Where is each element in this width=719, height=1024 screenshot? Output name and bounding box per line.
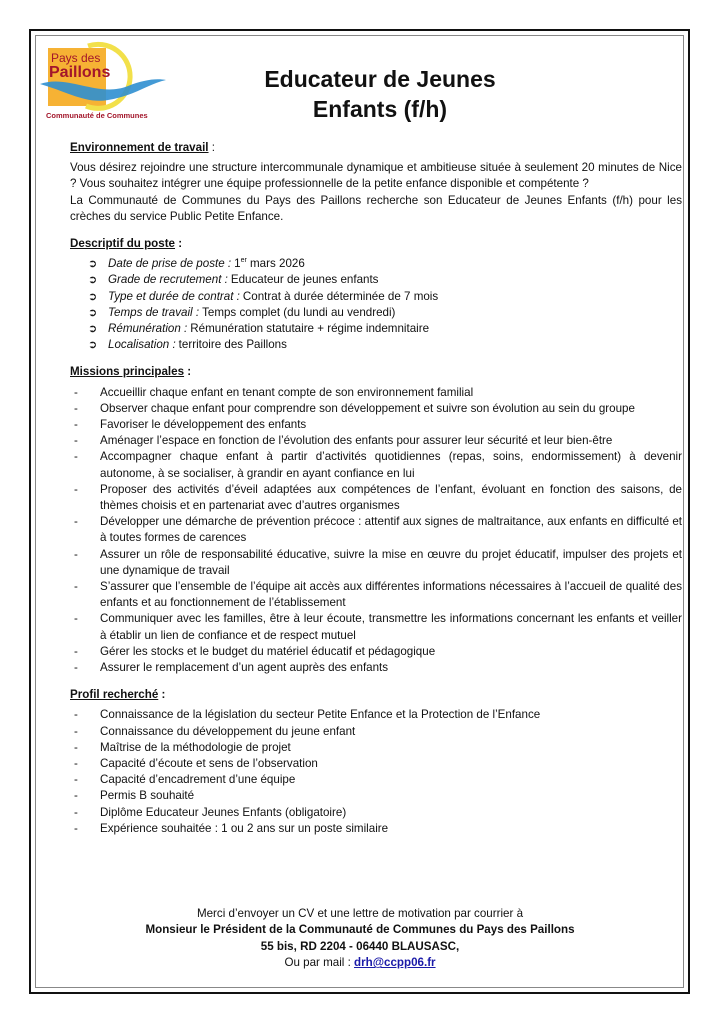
profil-item [70, 821, 682, 837]
profil-text: Capacité d’encadrement d’une équipe [100, 773, 296, 787]
item-superscript: er [240, 257, 247, 265]
profil-list [70, 707, 682, 837]
profil-text: Permis B souhaité [100, 789, 195, 803]
footer-mail-line [80, 955, 640, 971]
profil-item [70, 724, 682, 740]
logo-pays-des-paillons [38, 40, 168, 122]
mission-item [70, 514, 682, 546]
heading-text: Profil recherché [70, 688, 159, 702]
dash-bullet-icon: - [74, 789, 78, 803]
item-label: Grade de recrutement : [108, 273, 228, 287]
item-label: Date de prise de poste : [108, 257, 232, 271]
missions-list [70, 385, 682, 677]
title-line-2: Enfants (f/h) [312, 96, 448, 122]
dash-bullet-icon: - [74, 724, 78, 738]
mission-text: Assurer un rôle de responsabilité éducative, suivre la mise en œuvre du projet éducatif, impulser des projets et une dynamique de travail [100, 547, 682, 577]
mission-text: Gérer les stocks et le budget du matériel éducatif et pédagogique [100, 644, 436, 658]
item-value: Contrat à durée déterminée de 7 mois [242, 289, 439, 303]
mission-text: Accompagner chaque enfant à partir d’activités quotidiennes (repas, soins, endormissement) à devenir autonome, à se socialiser, à grandir en ayant confiance en lui [100, 450, 682, 480]
arrow-bullet-icon: ➲ [88, 290, 98, 303]
logo-subtitle: Communauté de Communes [46, 111, 148, 120]
profil-text: Connaissance de la législation du secteur Petite Enfance et la Protection de l’Enfance [100, 708, 541, 722]
dash-bullet-icon: - [74, 547, 78, 561]
arrow-bullet-icon: ➲ [88, 258, 98, 271]
title-line-1: Educateur de Jeunes [264, 66, 496, 92]
profil-item [70, 707, 682, 723]
mission-item [70, 385, 682, 401]
arrow-bullet-icon: ➲ [88, 306, 98, 319]
dash-bullet-icon: - [74, 612, 78, 626]
descriptif-item [88, 272, 682, 288]
dash-bullet-icon: - [74, 515, 78, 529]
dash-bullet-icon: - [74, 417, 78, 431]
heading-colon: : [208, 141, 215, 154]
dash-bullet-icon: - [74, 757, 78, 771]
dash-bullet-icon: - [74, 773, 78, 787]
mission-item [70, 433, 682, 449]
dash-bullet-icon: - [74, 385, 78, 399]
mission-text: S’assurer que l’ensemble de l’équipe ait accès aux différentes informations nécessaires à l’accueil de qualité des enfants et au fonctionnement de l’établissement [100, 579, 682, 610]
dash-bullet-icon: - [74, 708, 78, 722]
mission-item [70, 401, 682, 417]
mission-text: Accueillir chaque enfant en tenant compte de son environnement familial [100, 385, 474, 399]
mission-item [70, 579, 682, 611]
heading-text: Descriptif du poste [70, 237, 176, 251]
application-instructions [80, 906, 640, 972]
mission-text: Favoriser le développement des enfants [100, 417, 307, 431]
dash-bullet-icon: - [74, 579, 78, 593]
mission-text: Proposer des activités d’éveil adaptées aux compétences de l’enfant, évoluant en fonction des saisons, de thèmes choisis et en partenariat avec d’autres organismes [100, 482, 682, 512]
section-heading-descriptif [70, 236, 682, 252]
profil-item [70, 805, 682, 821]
mission-item [70, 449, 682, 481]
heading-colon: : [175, 237, 183, 251]
profil-item [70, 788, 682, 804]
mission-item [70, 644, 682, 660]
section-heading-missions [70, 364, 682, 380]
arrow-bullet-icon: ➲ [88, 274, 98, 287]
mission-item [70, 660, 682, 676]
section-heading-environnement [70, 140, 682, 156]
dash-bullet-icon: - [74, 482, 78, 496]
section-heading-profil [70, 687, 682, 703]
item-label: Rémunération : [108, 321, 188, 335]
item-value: 1 [234, 257, 241, 271]
item-value: mars 2026 [246, 257, 305, 271]
environnement-paragraph-2: La Communauté de Communes du Pays des Paillons recherche son Educateur de Jeunes Enfants (f/h) pour les crèches du service Public Petite Enfance. [70, 193, 682, 223]
mission-text: Assurer le remplacement d’un agent auprès des enfants [100, 661, 389, 674]
mission-text: Aménager l’espace en fonction de l’évolution des enfants pour assurer leur sécurité et leur bien-être [100, 434, 613, 448]
profil-text: Expérience souhaitée : 1 ou 2 ans sur un poste similaire [100, 821, 389, 835]
profil-item [70, 740, 682, 756]
mail-label: Ou par mail : [284, 956, 355, 970]
environnement-paragraph-1: Vous désirez rejoindre une structure intercommunale dynamique et ambitieuse située à seulement 20 minutes de Nice ? Vous souhaitez intégrer une équipe professionnelle de la petite enfance disponible et compétente ? [70, 161, 682, 191]
mission-item [70, 482, 682, 514]
profil-text: Diplôme Educateur Jeunes Enfants (obligatoire) [100, 805, 347, 819]
mission-text: Communiquer avec les familles, être à leur écoute, transmettre les informations concernant les enfants et veiller à établir un lien de confiance et de respect mutuel [100, 612, 682, 642]
arrow-bullet-icon: ➲ [88, 339, 98, 352]
mission-text: Développer une démarche de prévention précoce : attentif aux signes de maltraitance, aux enfants en difficulté et à toutes formes de carences [100, 515, 682, 545]
footer-line-1: Merci d’envoyer un CV et une lettre de motivation par courrier à [196, 907, 524, 920]
dash-bullet-icon: - [74, 434, 78, 448]
arrow-bullet-icon: ➲ [88, 322, 98, 335]
descriptif-item [88, 289, 682, 305]
dash-bullet-icon: - [74, 740, 78, 754]
item-value: Temps complet (du lundi au vendredi) [202, 305, 396, 319]
item-value: Rémunération statutaire + régime indemnitaire [190, 321, 430, 335]
document-body [70, 140, 682, 837]
item-label: Type et durée de contrat : [108, 289, 240, 303]
descriptif-item [88, 305, 682, 321]
page-title [240, 64, 520, 124]
profil-item [70, 772, 682, 788]
profil-item [70, 756, 682, 772]
footer-address: 55 bis, RD 2204 - 06440 BLAUSASC, [260, 939, 460, 953]
heading-colon: : [184, 365, 192, 379]
profil-text: Capacité d’écoute et sens de l’observation [100, 757, 318, 771]
dash-bullet-icon: - [74, 821, 78, 835]
descriptif-item [88, 337, 682, 353]
logo-line1: Pays des [51, 51, 101, 65]
item-label: Temps de travail : [108, 305, 200, 319]
descriptif-list [70, 256, 682, 353]
heading-text: Environnement de travail [70, 141, 209, 154]
descriptif-item [88, 321, 682, 337]
descriptif-item [88, 256, 682, 272]
profil-text: Connaissance du développement du jeune enfant [100, 724, 356, 738]
item-value: Educateur de jeunes enfants [230, 273, 379, 287]
footer-recipient: Monsieur le Président de la Communauté de Communes du Pays des Paillons [145, 923, 575, 937]
dash-bullet-icon: - [74, 644, 78, 658]
mission-text: Observer chaque enfant pour comprendre son développement et suivre son évolution au sein du groupe [100, 401, 635, 415]
mission-item [70, 547, 682, 579]
item-label: Localisation : [108, 338, 176, 352]
heading-colon: : [158, 688, 166, 702]
email-link[interactable]: drh@ccpp06.fr [354, 956, 436, 970]
logo-graphic-icon [38, 40, 168, 122]
dash-bullet-icon: - [74, 401, 78, 415]
logo-line2: Paillons [49, 64, 111, 81]
profil-text: Maîtrise de la méthodologie de projet [100, 740, 291, 754]
dash-bullet-icon: - [74, 805, 78, 819]
item-value: territoire des Paillons [178, 338, 287, 352]
mission-item [70, 611, 682, 643]
dash-bullet-icon: - [74, 661, 78, 674]
dash-bullet-icon: - [74, 450, 78, 464]
mission-item [70, 417, 682, 433]
heading-text: Missions principales [70, 365, 185, 379]
